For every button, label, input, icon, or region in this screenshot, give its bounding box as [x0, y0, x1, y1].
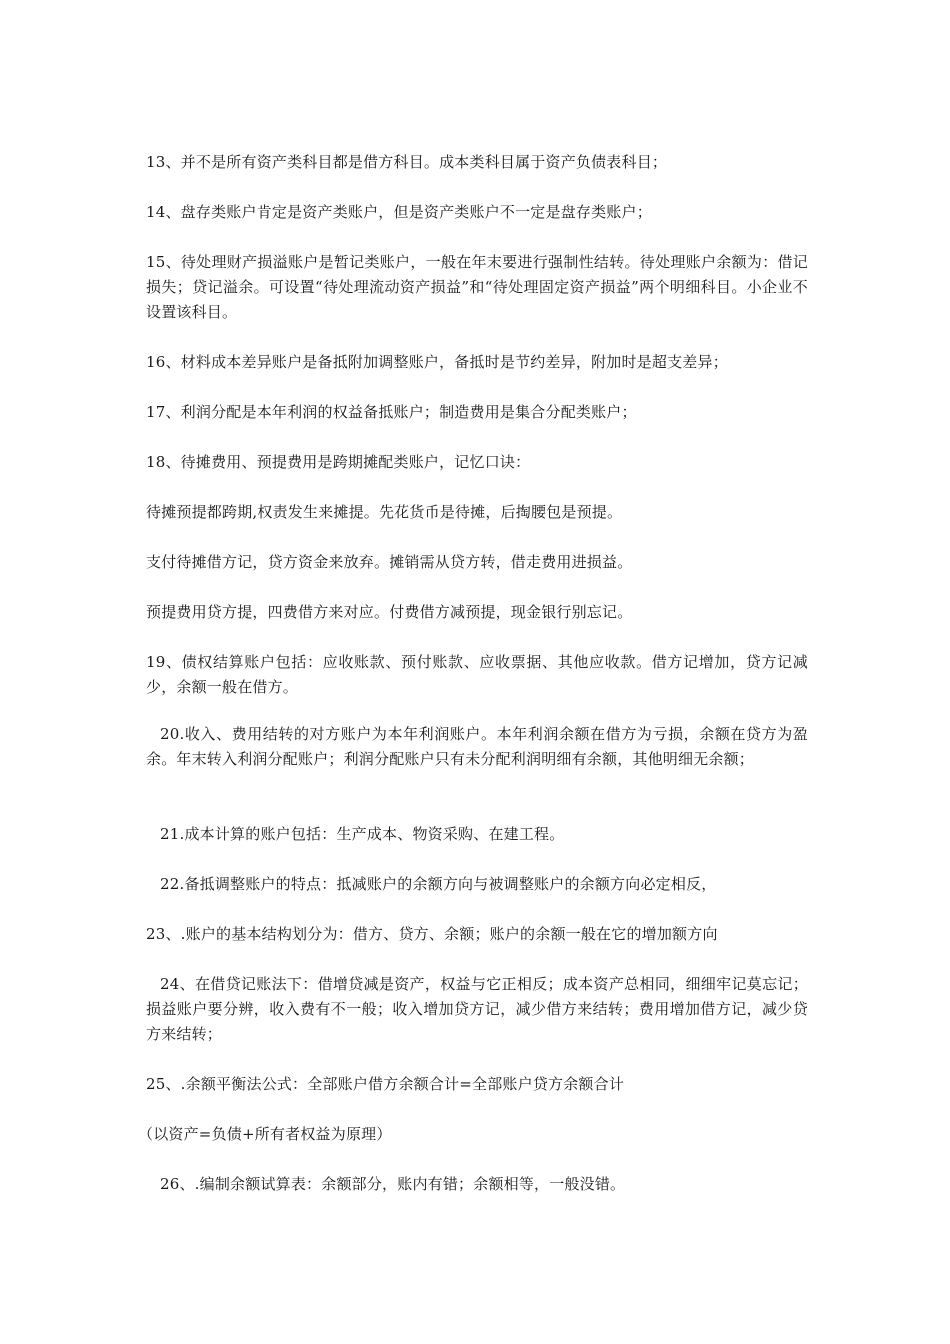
- paragraph-25: 25、.余额平衡法公式：全部账户借方余额合计=全部账户贷方余额合计: [146, 1075, 625, 1093]
- paragraph-14: 14、盘存类账户肯定是资产类账户，但是资产类账户不一定是盘存类账户；: [146, 203, 652, 221]
- paragraph-13: 13、并不是所有资产类科目都是借方科目。成本类科目属于资产负债表科目；: [146, 153, 668, 171]
- paragraph-25-note: （以资产=负债+所有者权益为原理）: [138, 1125, 392, 1143]
- paragraph-22: 22.备抵调整账户的特点：抵减账户的余额方向与被调整账户的余额方向必定相反，: [160, 875, 717, 893]
- paragraph-16: 16、材料成本差异账户是备抵附加调整账户，备抵时是节约差异，附加时是超支差异；: [146, 353, 728, 371]
- mnemonic-line-2: 支付待摊借方记，贷方资金来放弃。摊销需从贷方转，借走费用进损益。: [146, 553, 633, 571]
- paragraph-15: 15、待处理财产损溢账户是暂记类账户，一般在年末要进行强制性结转。待处理账户余额为：借记损失；贷记溢余。可设置“待处理流动资产损益”和“待处理固定资产损益”两个明细科目。小企业不设置该科目。: [146, 253, 808, 321]
- paragraph-23: 23、.账户的基本结构划分为：借方、贷方、余额；账户的余额一般在它的增加额方向: [146, 925, 718, 943]
- mnemonic-line-3: 预提费用贷方提，四费借方来对应。付费借方减预提，现金银行别忘记。: [146, 603, 633, 621]
- paragraph-26: 26、.编制余额试算表：余额部分，账内有错；余额相等，一般没错。: [160, 1175, 626, 1193]
- paragraph-19: 19、债权结算账户包括：应收账款、预付账款、应收票据、其他应收款。借方记增加，贷方记减少，余额一般在借方。: [146, 653, 808, 696]
- paragraph-21: 21.成本计算的账户包括：生产成本、物资采购、在建工程。: [160, 825, 565, 843]
- paragraph-17: 17、利润分配是本年利润的权益备抵账户；制造费用是集合分配类账户；: [146, 403, 637, 421]
- paragraph-18: 18、待摊费用、预提费用是跨期摊配类账户，记忆口诀：: [146, 453, 531, 471]
- mnemonic-line-1: 待摊预提都跨期,权责发生来摊提。先花货币是待摊，后掏腰包是预提。: [146, 503, 623, 521]
- paragraph-20: 20.收入、费用结转的对方账户为本年利润账户。本年利润余额在借方为亏损，余额在贷方为盈余。年末转入利润分配账户；利润分配账户只有未分配利润明细有余额，其他明细无余额；: [146, 725, 808, 768]
- paragraph-24: 24、在借贷记账法下：借增贷减是资产，权益与它正相反；成本资产总相同，细细牢记莫忘记；损益账户要分辨，收入费有不一般；收入增加贷方记，减少借方来结转；费用增加借方记，减少贷方来结转；: [146, 975, 808, 1043]
